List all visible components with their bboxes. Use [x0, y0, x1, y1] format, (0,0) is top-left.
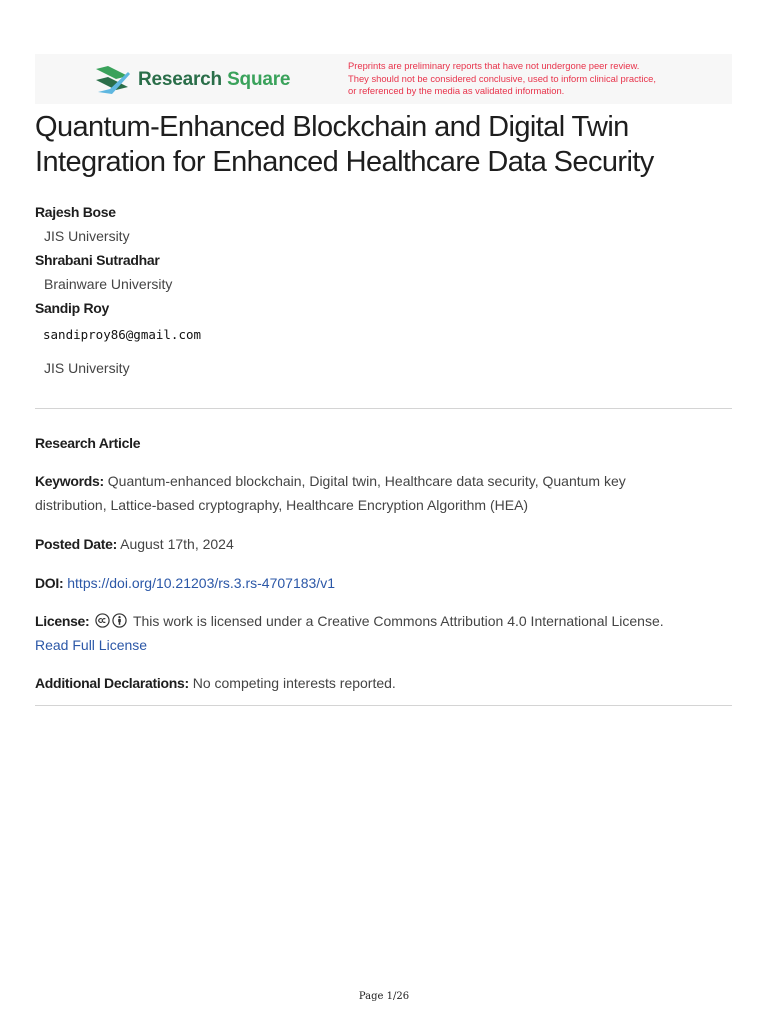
declarations-label: Additional Declarations:: [35, 675, 189, 691]
license-section: [35, 609, 732, 657]
posted-date-value: August 17th, 2024: [120, 536, 234, 552]
doi-link[interactable]: https://doi.org/10.21203/rs.3.rs-4707183/v1: [67, 575, 335, 591]
doi-label: DOI:: [35, 575, 64, 591]
declarations-text: No competing interests reported.: [192, 675, 396, 691]
cc-icon: [95, 613, 110, 628]
logo-word-research: Research: [138, 69, 222, 90]
article-type: [35, 431, 732, 455]
doi-section: [35, 571, 732, 595]
logo-word-square: Square: [227, 69, 291, 90]
research-square-logo[interactable]: [94, 64, 290, 96]
page-number: Page 1/26: [358, 991, 410, 1002]
posted-date-section: [35, 532, 732, 556]
title-line-1: Quantum-Enhanced Blockchain and Digital Twin: [35, 111, 629, 143]
read-full-license-link[interactable]: Read Full License: [35, 637, 148, 653]
title-line-2: Integration for Enhanced Healthcare Data Security: [35, 146, 654, 178]
author-affiliation: JIS University: [44, 360, 130, 376]
author-name: Shrabani Sutradhar: [35, 252, 160, 268]
author-affiliation: Brainware University: [44, 276, 173, 292]
divider: [35, 705, 732, 706]
keywords-label: Keywords:: [35, 473, 104, 489]
author-list: [35, 200, 732, 380]
divider: [35, 408, 732, 409]
author-name: Rajesh Bose: [35, 204, 116, 220]
keywords-text-2: distribution, Lattice-based cryptography, Healthcare Encryption Algorithm (HEA): [35, 497, 529, 513]
author-affiliation: JIS University: [44, 228, 130, 244]
keywords-section: [35, 469, 732, 517]
keywords-text-1: Quantum-enhanced blockchain, Digital twin, Healthcare data security, Quantum key: [107, 473, 626, 489]
disclaimer-line-1: Preprints are preliminary reports that have not undergone peer review.: [348, 60, 640, 71]
disclaimer-line-2: They should not be considered conclusive, used to inform clinical practice,: [348, 72, 656, 84]
author-email[interactable]: sandiproy86@gmail.com: [43, 327, 202, 342]
license-text: This work is licensed under a Creative Commons Attribution 4.0 International License.: [132, 613, 664, 629]
author-name: Sandip Roy: [35, 300, 110, 316]
posted-date-label: Posted Date:: [35, 536, 117, 552]
license-label: License:: [35, 613, 90, 629]
attribution-icon: [112, 613, 127, 628]
paper-title: [35, 110, 735, 180]
preprint-disclaimer: [348, 60, 708, 98]
license-icons: [95, 613, 127, 628]
article-type-label: Research Article: [35, 435, 141, 451]
declarations-section: [35, 671, 732, 695]
disclaimer-line-3: or referenced by the media as validated information.: [348, 85, 565, 96]
logo-mark-icon: [94, 64, 132, 96]
logo-text: [138, 69, 290, 91]
